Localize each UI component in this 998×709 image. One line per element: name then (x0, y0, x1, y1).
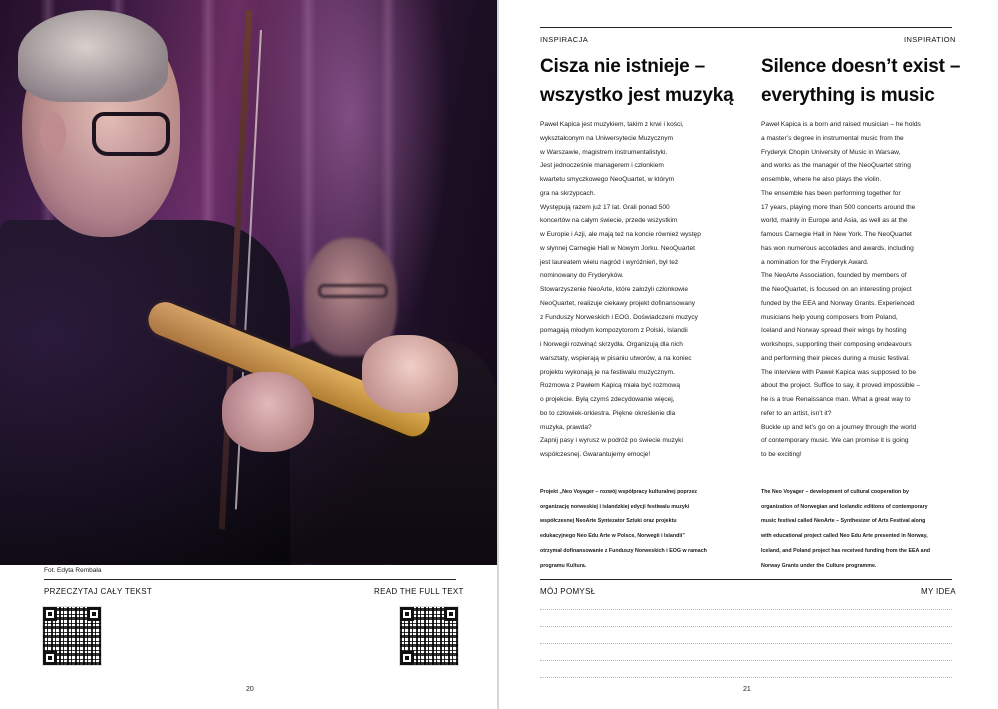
article-body-pl (540, 118, 740, 462)
page-number-right: 21 (743, 686, 751, 693)
read-full-text-pl[interactable]: PRZECZYTAJ CAŁY TEKST (44, 587, 153, 596)
note-line[interactable] (540, 660, 952, 661)
funding-note-en-text: The Neo Voyager – development of cultural cooperation by organization of Norwegian and Icelandic editions of contemporary music festival called NeoArte – Synthesizer of Arts Festival along with educational project called Neo Edu Arte presented in Norway, Iceland, and Poland project has received funding from the EEA and Norway Grants under the Culture programme. (761, 489, 931, 569)
qr-code-pl[interactable] (43, 607, 101, 665)
note-line[interactable] (540, 609, 952, 610)
article-body-en (761, 118, 961, 462)
section-label-pl: INSPIRACJA (540, 35, 589, 44)
rim-light (0, 0, 498, 565)
article-body-en-text: Paweł Kapica is a born and raised musician – he holds a master’s degree in instrumental music from the Fryderyk Chopin University of Music in Warsaw, and works as the manager of the NeoQuartet string ensemble, where he also plays the violin. The ensemble has been performing together for 17 years, playing more than 500 concerts around the world, mainly in Europe and Asia, as well as at the famous Carnegie Hall in New York. The NeoQuartet has won numerous accolades and awards, including a nomination for the Fryderyk Award. The NeoArte Association, founded by members of the NeoQuartet, is focused on an interesting project funded by the EEA and Norway Grants. Experienced musicians help young composers from Poland, Iceland and Norway spread their wings by hosting workshops, supporting their composing endeavours and performing their pieces during a music festival. The interview with Paweł Kapica was supposed to be about the project. Suffice to say, it proved impossible – he is a true Renaissance man. What a great way to refer to an artist, isn’t it? Buckle up and let’s go on a journey through the world of contemporary music. We can promise it is going to be exciting! (761, 121, 921, 458)
article-body-pl-text: Paweł Kapica jest muzykiem, takim z krwi i kości, wykształconym na Uniwersytecie Muzycznym w Warszawie, magistrem instrumentalistyki. Jest jednocześnie managerem i członkiem kwartetu smyczkowego NeoQuartet, w którym gra na skrzypcach. Występują razem już 17 lat. Grali ponad 500 koncertów na całym świecie, przede wszystkim w Europie i Azji, ale mają też na koncie również występ w słynnej Carnegie Hall w Nowym Jorku. NeoQuartet jest laureatem wielu nagród i wyróżnień, był też nominowany do Fryderyków. Stowarzyszenie NeoArte, które założyli członkowie NeoQuartet, realizuje ciekawy projekt dofinansowany z Funduszy Norweskich i EOG. Doświadczeni muzycy pomagają młodym kompozytorom z Polski, Islandii i Norwegii rozwinąć skrzydła. Organizują dla nich warsztaty, wspierają w pisaniu utworów, a na koniec projektu wykonają je na festiwalu muzycznym. Rozmowa z Pawłem Kapicą miała być rozmową o projekcie. Byłą czymś zdecydowanie więcej, bo to człowiek-orkiestra. Piękne określenie dla muzyka, prawda? Zapnij pasy i wyrusz w podróż po świecie muzyki współczesnej. Gwarantujemy emocje! (540, 121, 701, 458)
qr-code-en[interactable] (400, 607, 458, 665)
funding-note-pl (540, 485, 740, 573)
page-gutter (497, 0, 499, 709)
my-idea-label-en: MY IDEA (921, 587, 956, 596)
note-line[interactable] (540, 626, 952, 627)
note-line[interactable] (540, 677, 952, 678)
violinist-photo (0, 0, 498, 565)
read-full-text-en[interactable]: READ THE FULL TEXT (374, 587, 464, 596)
title-en-line-2: everything is music (761, 85, 935, 106)
notes-rule (540, 579, 952, 580)
funding-note-en (761, 485, 961, 573)
my-idea-label-pl: MÓJ POMYSŁ (540, 587, 596, 596)
title-pl-line-2: wszystko jest muzyką (540, 85, 734, 106)
note-line[interactable] (540, 643, 952, 644)
title-pl (540, 52, 733, 110)
page-number-left: 20 (246, 686, 254, 693)
header-rule (540, 27, 952, 28)
title-pl-line-1: Cisza nie istnieje – (540, 56, 705, 77)
divider (44, 579, 456, 580)
photo-credit: Fot. Edyta Rembała (44, 567, 102, 574)
title-en-line-1: Silence doesn’t exist – (761, 56, 961, 77)
funding-note-pl-text: Projekt „Neo Voyager – rozwój współpracy kulturalnej poprzez organizację norweskiej i islandzkiej edycji festiwalu muzyki współczesnej NeoArte Syntezator Sztuki oraz projektu edukacyjnego Neo Edu Arte w Polsce, Norwegii i Islandii” otrzymał dofinansowanie z Funduszy Norweskich i EOG w ramach programu Kultura. (540, 489, 707, 569)
title-en (761, 52, 960, 110)
section-label-en: INSPIRATION (904, 35, 956, 44)
